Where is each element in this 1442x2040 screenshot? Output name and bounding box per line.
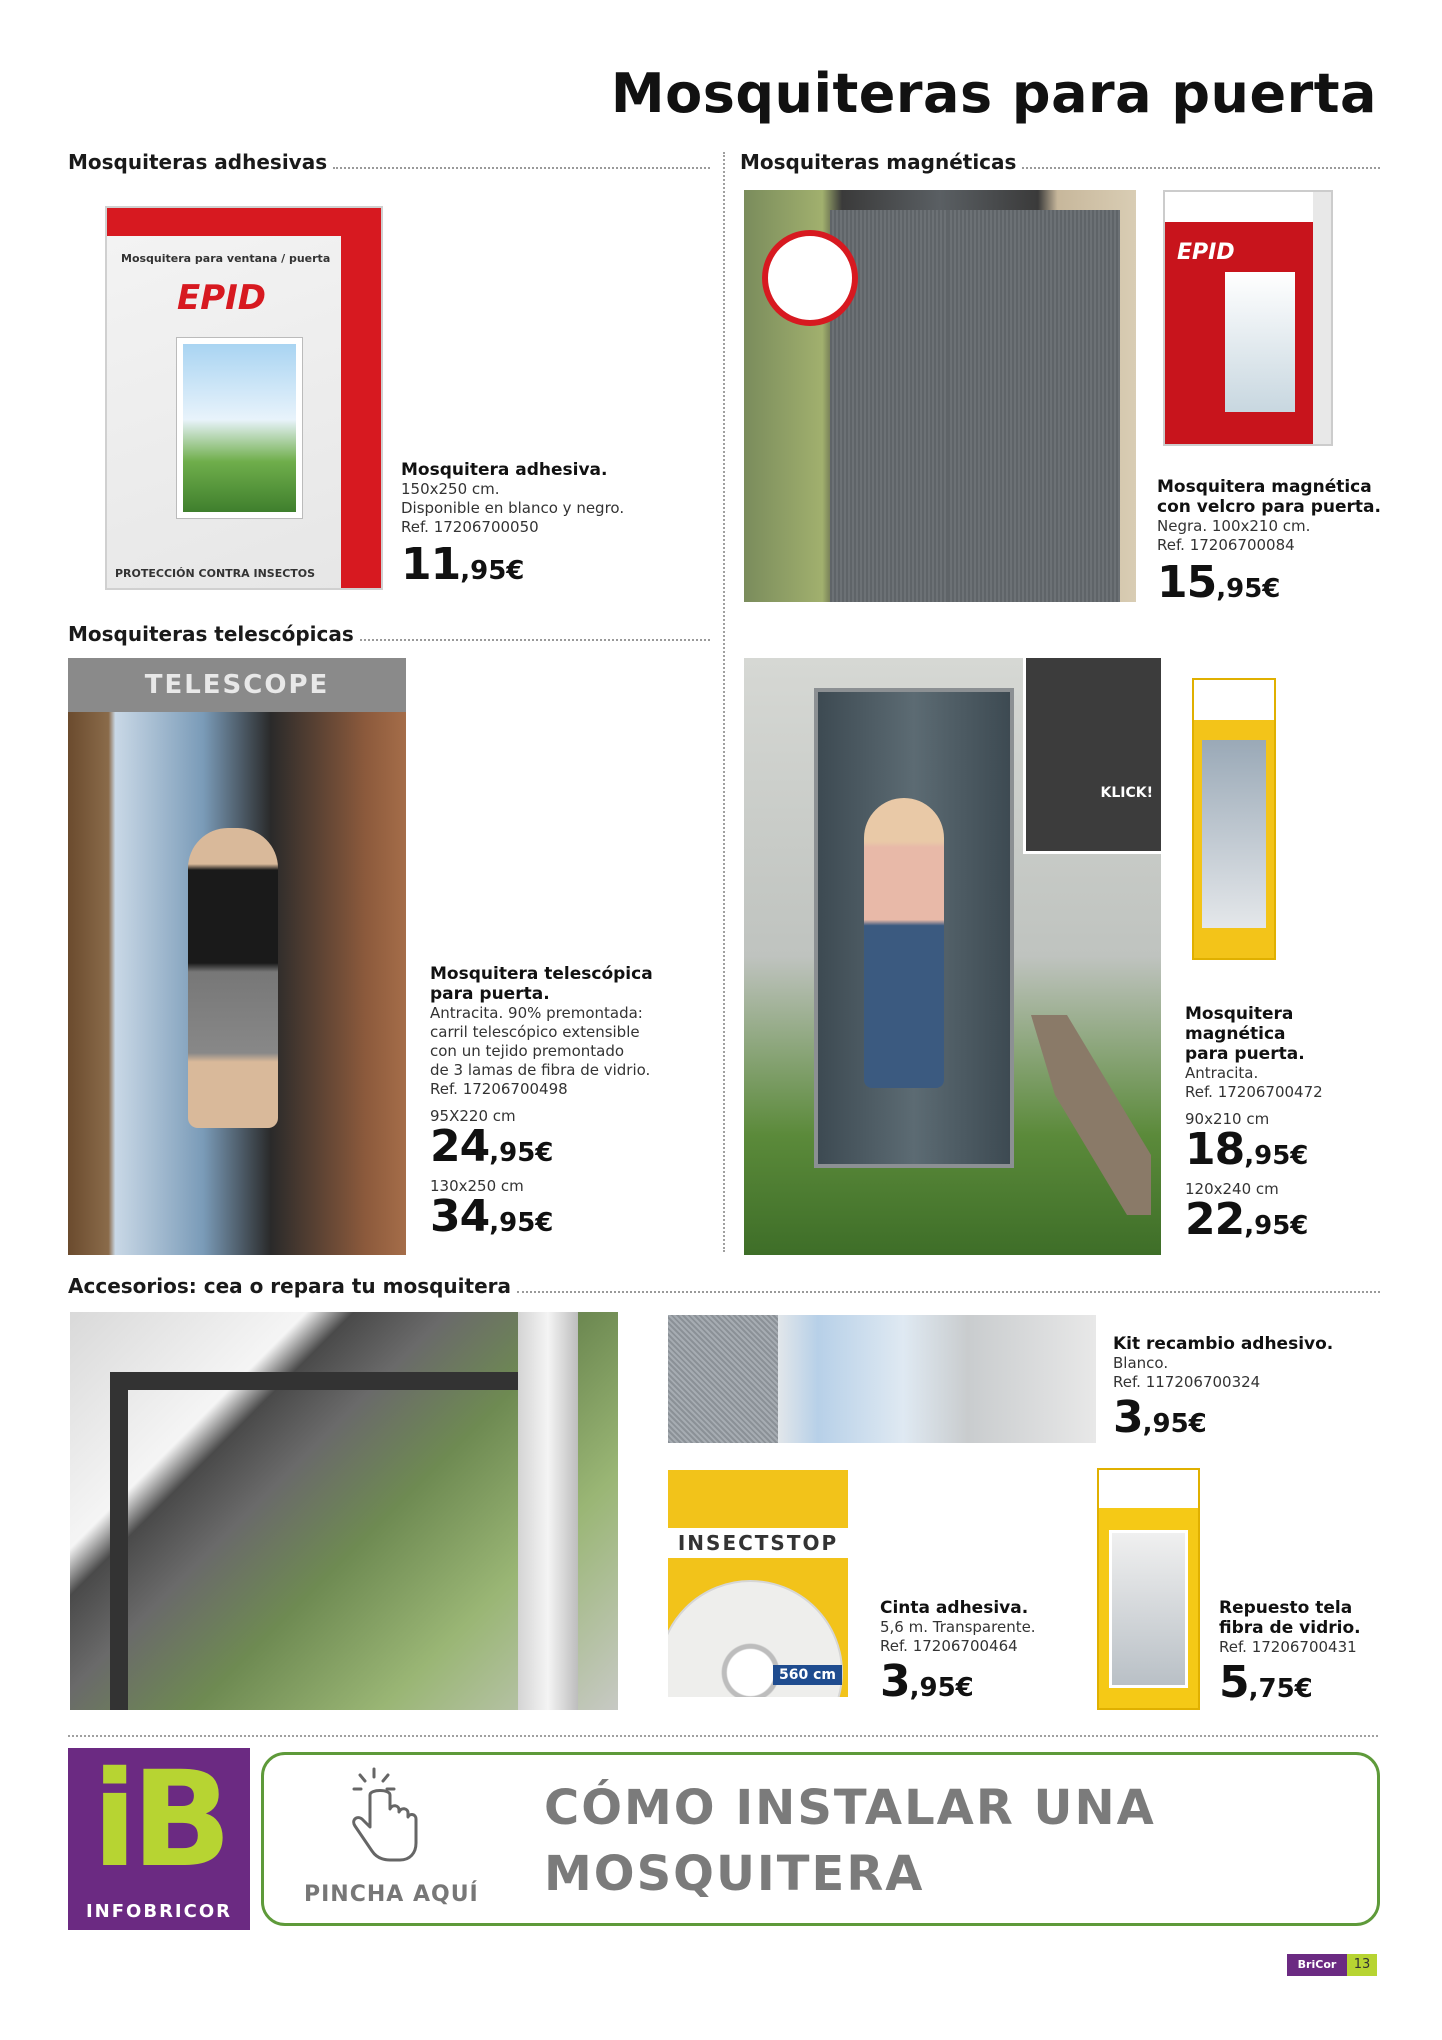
product-name-line1: Mosquitera telescópica xyxy=(430,964,653,984)
box-header-text: Mosquitera para ventana / puerta xyxy=(121,252,331,265)
product-size: 90x210 cm xyxy=(1185,1110,1270,1128)
section-title: Accesorios: cea o repara tu mosquitera xyxy=(68,1274,512,1298)
product-price: 24,95€ xyxy=(430,1121,554,1172)
product-desc-line4: de 3 lamas de fibra de vidrio. xyxy=(430,1061,651,1079)
product-ref: Ref. 17206700472 xyxy=(1185,1083,1323,1101)
product-name-line1: Repuesto tela xyxy=(1219,1598,1353,1618)
product-desc-line1: Antracita. 90% premontada: xyxy=(430,1004,643,1022)
product-size: 130x250 cm xyxy=(430,1177,524,1195)
product-name-line3: para puerta. xyxy=(1185,1044,1305,1064)
column-divider xyxy=(723,152,725,1252)
product-price: 11,95€ xyxy=(401,539,525,590)
product-name-line2: fibra de vidrio. xyxy=(1219,1618,1361,1638)
product-price: 5,75€ xyxy=(1219,1657,1313,1708)
product-magnetica xyxy=(1185,1004,1385,1245)
product-price: 3,95€ xyxy=(880,1656,974,1707)
product-ref: Ref. 17206700464 xyxy=(880,1637,1018,1655)
product-price: 3,95€ xyxy=(1113,1392,1207,1443)
product-ref: Ref. 17206700084 xyxy=(1157,536,1295,554)
product-name-line2: con velcro para puerta. xyxy=(1157,497,1381,517)
product-image-repuesto xyxy=(1097,1468,1200,1710)
hand-pointer-icon xyxy=(344,1765,424,1865)
product-image-magnetica xyxy=(744,658,1161,1255)
product-name-line1: Mosquitera magnética xyxy=(1157,477,1372,497)
ib-logo-text: iB xyxy=(92,1748,226,1897)
product-ref: Ref. 17206700050 xyxy=(401,518,539,536)
section-header-magneticas xyxy=(740,150,1380,174)
section-title: Mosquiteras adhesivas xyxy=(68,150,328,174)
accessories-photo xyxy=(70,1312,618,1710)
product-price: 34,95€ xyxy=(430,1191,554,1242)
klick-label: KLICK! xyxy=(1100,785,1153,801)
tape-length: 560 cm xyxy=(773,1665,842,1685)
infobricor-logo[interactable] xyxy=(68,1748,250,1930)
product-cinta xyxy=(880,1598,1100,1707)
product-image-kit xyxy=(668,1315,1096,1443)
section-header-telescopicas xyxy=(68,622,710,646)
product-adhesiva xyxy=(401,460,701,590)
product-ref: Ref. 17206700431 xyxy=(1219,1638,1357,1656)
banner-divider xyxy=(68,1735,1378,1737)
product-image-cinta xyxy=(668,1470,848,1697)
product-size: 120x240 cm xyxy=(1185,1180,1279,1198)
section-title: Mosquiteras magnéticas xyxy=(740,150,1017,174)
banner-heading-line1: CÓMO INSTALAR UNA xyxy=(544,1780,1156,1836)
product-image-telescopica xyxy=(68,658,406,1255)
product-desc: 5,6 m. Transparente. xyxy=(880,1618,1036,1636)
banner-heading-line2: MOSQUITERA xyxy=(544,1846,925,1902)
telescope-banner: TELESCOPE xyxy=(68,658,406,712)
product-price: 22,95€ xyxy=(1185,1194,1309,1245)
page-number: 13 xyxy=(1347,1954,1377,1976)
section-header-adhesivas xyxy=(68,150,710,174)
product-name-line2: magnética xyxy=(1185,1024,1286,1044)
infobricor-label: INFOBRICOR xyxy=(85,1901,232,1922)
banner-heading xyxy=(544,1775,1156,1907)
product-desc: Negra. 100x210 cm. xyxy=(1157,517,1311,535)
product-telescopica xyxy=(430,964,715,1242)
product-image-magnetica-velcro xyxy=(744,190,1136,602)
box-footer-text: PROTECCIÓN CONTRA INSECTOS xyxy=(115,567,316,580)
product-desc-color: Disponible en blanco y negro. xyxy=(401,499,625,517)
product-size: 95X220 cm xyxy=(430,1107,516,1125)
product-repuesto xyxy=(1219,1598,1389,1708)
product-name-line2: para puerta. xyxy=(430,984,550,1004)
product-kit xyxy=(1113,1334,1373,1443)
product-name: Kit recambio adhesivo. xyxy=(1113,1334,1334,1354)
product-name: Cinta adhesiva. xyxy=(880,1598,1029,1618)
product-desc: Antracita. xyxy=(1185,1064,1259,1082)
product-name-line1: Mosquitera xyxy=(1185,1004,1294,1024)
page-title: Mosquiteras para puerta xyxy=(610,62,1377,125)
product-name: Mosquitera adhesiva. xyxy=(401,460,608,480)
product-box-magnetica-velcro xyxy=(1163,190,1333,446)
section-title: Mosquiteras telescópicas xyxy=(68,622,354,646)
product-image-adhesiva xyxy=(105,206,383,590)
product-desc-size: 150x250 cm. xyxy=(401,480,500,498)
product-desc: Blanco. xyxy=(1113,1354,1169,1372)
pincha-aqui-label: PINCHA AQUÍ xyxy=(304,1882,479,1907)
bricor-logo: BriCor xyxy=(1287,1954,1347,1976)
no-insects-icon xyxy=(762,230,858,326)
magnet-detail-inset xyxy=(1023,658,1161,854)
product-price: 15,95€ xyxy=(1157,557,1281,608)
how-to-install-banner[interactable] xyxy=(261,1752,1380,1926)
product-box-magnetica xyxy=(1192,678,1276,960)
product-price: 18,95€ xyxy=(1185,1124,1309,1175)
product-ref: Ref. 17206700498 xyxy=(430,1080,568,1098)
product-ref: Ref. 117206700324 xyxy=(1113,1373,1261,1391)
product-desc-line3: con un tejido premontado xyxy=(430,1042,625,1060)
section-header-accesorios xyxy=(68,1274,1380,1298)
product-magnetica-velcro xyxy=(1157,477,1387,608)
epid-logo: EPID xyxy=(177,278,267,318)
insectstop-label: INSECTSTOP xyxy=(668,1528,848,1558)
product-desc-line2: carril telescópico extensible xyxy=(430,1023,640,1041)
epid-logo: EPID xyxy=(1177,240,1235,265)
